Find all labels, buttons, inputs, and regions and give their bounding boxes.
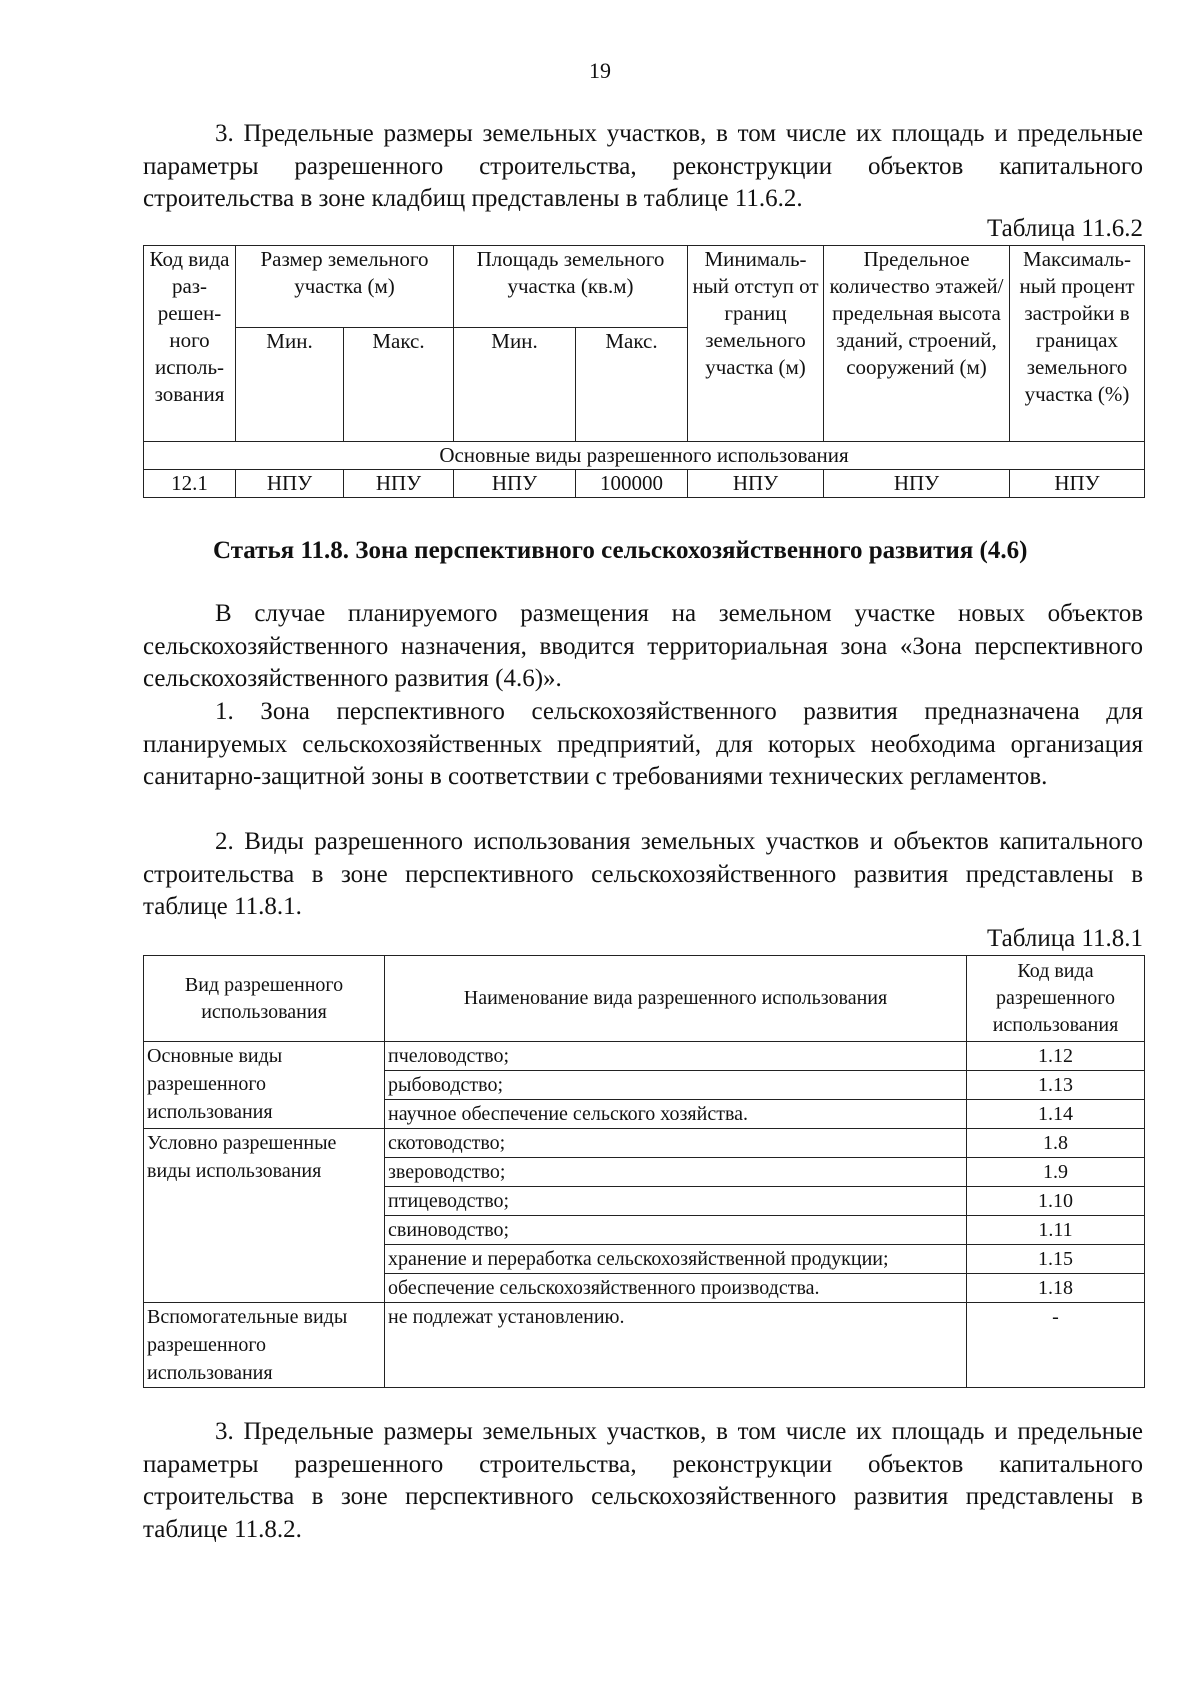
use-code: 1.18: [967, 1274, 1145, 1303]
use-code: 1.13: [967, 1071, 1145, 1100]
group-label-main: Основные виды разрешенного использования: [144, 1042, 385, 1129]
use-code: 1.9: [967, 1158, 1145, 1187]
header-name: Наименование вида разрешенного использования: [385, 956, 967, 1042]
use-code: 1.12: [967, 1042, 1145, 1071]
header-coverage: Максималь-ный процент застройки в границах земельного участка (%): [1010, 246, 1145, 442]
group-label-auxiliary: Вспомогательные виды разрешенного использования: [144, 1303, 385, 1388]
group-label-conditional: Условно разрешенные виды использования: [144, 1129, 385, 1303]
use-name: обеспечение сельскохозяйственного производства.: [385, 1274, 967, 1303]
article-title: Статья 11.8. Зона перспективного сельскохозяйственного развития (4.6): [213, 537, 1028, 564]
table-row: [144, 1042, 1145, 1071]
use-code: 1.11: [967, 1216, 1145, 1245]
use-code: 1.10: [967, 1187, 1145, 1216]
use-code: -: [967, 1303, 1145, 1388]
table-cell: НПУ: [688, 470, 824, 498]
header-size-min: Мин.: [236, 328, 344, 442]
table-row: [144, 1303, 1145, 1388]
header-floors: Предельное количество этажей/ предельная высота зданий, строений, сооружений (м): [824, 246, 1010, 442]
use-name: скотоводство;: [385, 1129, 967, 1158]
use-name: не подлежат установлению.: [385, 1303, 967, 1388]
header-area: Площадь земельного участка (кв.м): [454, 246, 688, 328]
table-cell: НПУ: [824, 470, 1010, 498]
table-cell: НПУ: [1010, 470, 1145, 498]
table-cell: НПУ: [454, 470, 576, 498]
use-name: свиноводство;: [385, 1216, 967, 1245]
use-name: хранение и переработка сельскохозяйственной продукции;: [385, 1245, 967, 1274]
use-code: 1.15: [967, 1245, 1145, 1274]
table-1162-caption: Таблица 11.6.2: [987, 215, 1143, 242]
table-cell: НПУ: [344, 470, 454, 498]
header-kind: Вид разрешенного использования: [144, 956, 385, 1042]
header-size-max: Макс.: [344, 328, 454, 442]
header-area-max: Макс.: [576, 328, 688, 442]
table-1181: [143, 955, 1145, 1388]
table-1162: [143, 245, 1145, 498]
header-size: Размер земельного участка (м): [236, 246, 454, 328]
paragraph-table-1181-intro: 2. Виды разрешенного использования земельных участков и объектов капитального строительства в зоне перспективного сельскохозяйственного развития представлены в таблице 11.8.1.: [143, 828, 1143, 920]
use-name: рыбоводство;: [385, 1071, 967, 1100]
paragraph-table-1162-intro: 3. Предельные размеры земельных участков, в том числе их площадь и предельные параметры разрешенного строительства, реконструкции объектов капитального строительства в зоне кладбищ представлены в таблице 11.6.2.: [143, 120, 1143, 212]
section-main-uses: Основные виды разрешенного использования: [144, 442, 1145, 470]
header-code: Код вида разрешенного использования: [967, 956, 1145, 1042]
header-code: Код вида раз-решен-ного исполь-зования: [144, 246, 236, 442]
paragraph-intro: В случае планируемого размещения на земельном участке новых объектов сельскохозяйственного назначения, вводится территориальная зона «Зона перспективного сельскохозяйственного развития (4.6)».: [143, 600, 1143, 692]
table-cell: 100000: [576, 470, 688, 498]
use-code: 1.14: [967, 1100, 1145, 1129]
use-name: птицеводство;: [385, 1187, 967, 1216]
table-cell: НПУ: [236, 470, 344, 498]
use-code: 1.8: [967, 1129, 1145, 1158]
table-row: [144, 470, 1145, 498]
page-number: 19: [589, 58, 611, 83]
paragraph-purpose: 1. Зона перспективного сельскохозяйственного развития предназначена для планируемых сельскохозяйственных предприятий, для которых необходима организация санитарно-защитной зоны в соответствии с требованиями технических регламентов.: [143, 698, 1143, 790]
table-1181-caption: Таблица 11.8.1: [987, 925, 1143, 952]
use-name: звероводство;: [385, 1158, 967, 1187]
use-name: научное обеспечение сельского хозяйства.: [385, 1100, 967, 1129]
table-row: [144, 1129, 1145, 1158]
table-cell: 12.1: [144, 470, 236, 498]
paragraph-table-1182-intro: 3. Предельные размеры земельных участков, в том числе их площадь и предельные параметры разрешенного строительства, реконструкции объектов капитального строительства в зоне перспективного сельскохозяйственного развития представлены в таблице 11.8.2.: [143, 1418, 1143, 1543]
header-setback: Минималь-ный отступ от границ земельного участка (м): [688, 246, 824, 442]
header-area-min: Мин.: [454, 328, 576, 442]
use-name: пчеловодство;: [385, 1042, 967, 1071]
